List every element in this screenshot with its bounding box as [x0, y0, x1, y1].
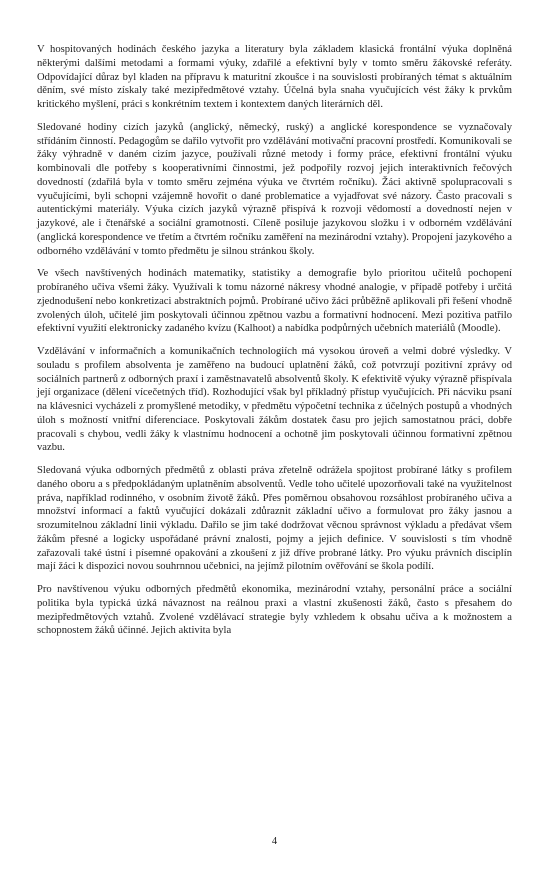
paragraph-economics: Pro navštívenou výuku odborných předmětů ekonomika, mezinárodní vztahy, personální práce a sociální politika byla typická úzká návaznost na reálnou praxi a vlastní zkušenosti žáků, často s přesahem do mezipředmětových vztahů. Zvolené vzdělávací strategie byly vzhledem k obsahu učiva a k možnostem a schopnostem žáků účinné. Jejich aktivita byla [37, 584, 512, 637]
paragraph-mathematics: Ve všech navštívených hodinách matematiky, statistiky a demografie bylo prioritou učitelů pochopení probíraného učiva všemi žáky. Využívali k tomu názorné nákresy vhodné analogie, v případě potřeby i určitá zjednodušení nebo konkretizaci abstraktních pojmů. Probírané učivo žáci průběžně aplikovali při řešení vhodně zvolených úloh, učitelé jim poskytovali účinnou zpětnou vazbu a formativní hodnocení. Mezi pozitiva patřilo efektivní využití elektronicky zadaného kvízu (Kalhoot) a nabídka podpůrných učebních materiálů (Moodle). [37, 268, 512, 335]
paragraph-czech-language: V hospitovaných hodinách českého jazyka a literatury byla základem klasická frontální výuka doplněná některými dalšími metodami a formami výuky, zdařilé a efektivní byly v tomto směru žákovské referáty. Odpovídající důraz byl kladen na přípravu k maturitní zkoušce i na souvislosti probíraných témat s aktuálním děním, své místo získaly také mezipředmětové vztahy. Účelná byla snaha vyučujících vést žáky k prvkům kritického myšlení, práci s konkrétním textem i kontextem daných literárních děl. [37, 44, 512, 110]
paragraph-ict: Vzdělávání v informačních a komunikačních technologiích má vysokou úroveň a velmi dobré výsledky. V souladu s profilem absolventa je zaměřeno na budoucí uplatnění žáků, což potvrzují pozitivní zprávy od sociálních partnerů z odborných praxí i zaměstnavatelů absolventů školy. K efektivitě výuky výrazně přispívala její organizace (dělení vícečetných tříd). Rozhodující však byl příkladný přístup vyučujících. Při nácviku psaní na klávesnici vycházeli z promyšlené metodiky, v předmětu výpočetní technika z účelných postupů a vhodných úloh s možností vnitřní diferenciace. Poskytovali žákům dostatek času pro jejich samostatnou práci, dobře pracovali s chybou, vedli žáky k vlastnímu hodnocení a ochotně jim poskytovali účinnou formativní zpětnou vazbu. [37, 346, 512, 454]
paragraph-law: Sledovaná výuka odborných předmětů z oblasti práva zřetelně odrážela spojitost probírané látky s profilem daného oboru a s předpokládaným uplatněním absolventů. Vedle toho učitelé upozorňovali také na využitelnost práva, například rodinného, v osobním životě žáků. Přes poměrnou obsahovou rozsáhlost probíraného učiva a množství informací a faktů vyučující dokázali zdůraznit základní učivo a formulovat pro žáky jasnou a srozumitelnou základní linii výkladu. Dařilo se jim také dodržovat věcnou správnost výkladu a předávat všem žákům přesné a logicky uspořádané právní znalosti, pojmy a jejich definice. V souvislosti s tím vhodně zařazovali také ústní i písemné opakování a zkoušení z již dříve probrané látky. Pro výuku právních disciplín mají žáci k dispozici novou souhrnnou učebnici, na jejímž pilotním ověřování se škola podílí. [37, 465, 512, 573]
page-number: 4 [271, 836, 278, 847]
paragraph-foreign-languages: Sledované hodiny cizích jazyků (anglický, německý, ruský) a anglické korespondence se vyznačovaly střídáním činností. Pedagogům se dařilo vytvořit pro vzdělávání motivační pracovní prostředí. Komunikovali se žáky výhradně v daném cizím jazyce, používali různé metody i formy práce, efektivní frontální výuku kombinovali dle potřeby s kooperativními činnostmi, jež podpořily rozvoj jejich interaktivních řečových dovedností (zdařilá byla v tomto směru zejména výuka ve čtvrtém ročníku). Žáci aktivně spolupracovali s vyučujícími, byli schopni vzájemně hovořit o dané problematice a vyjadřovat své názory. Často pracovali s autentickými materiály. Výuka cizích jazyků výrazně přispívá k rozvoji vědomostí a dovedností nejen v jazykové, ale i čtenářské a sociální gramotnosti. Cíleně posiluje jazykovou složku i v odborném vzdělávání (anglická korespondence ve třetím a čtvrtém ročníku zaměření na mezinárodní vztahy). Propojení jazykového a odborného vzdělávání v tomto předmětu je silnou stránkou školy. [37, 121, 512, 257]
